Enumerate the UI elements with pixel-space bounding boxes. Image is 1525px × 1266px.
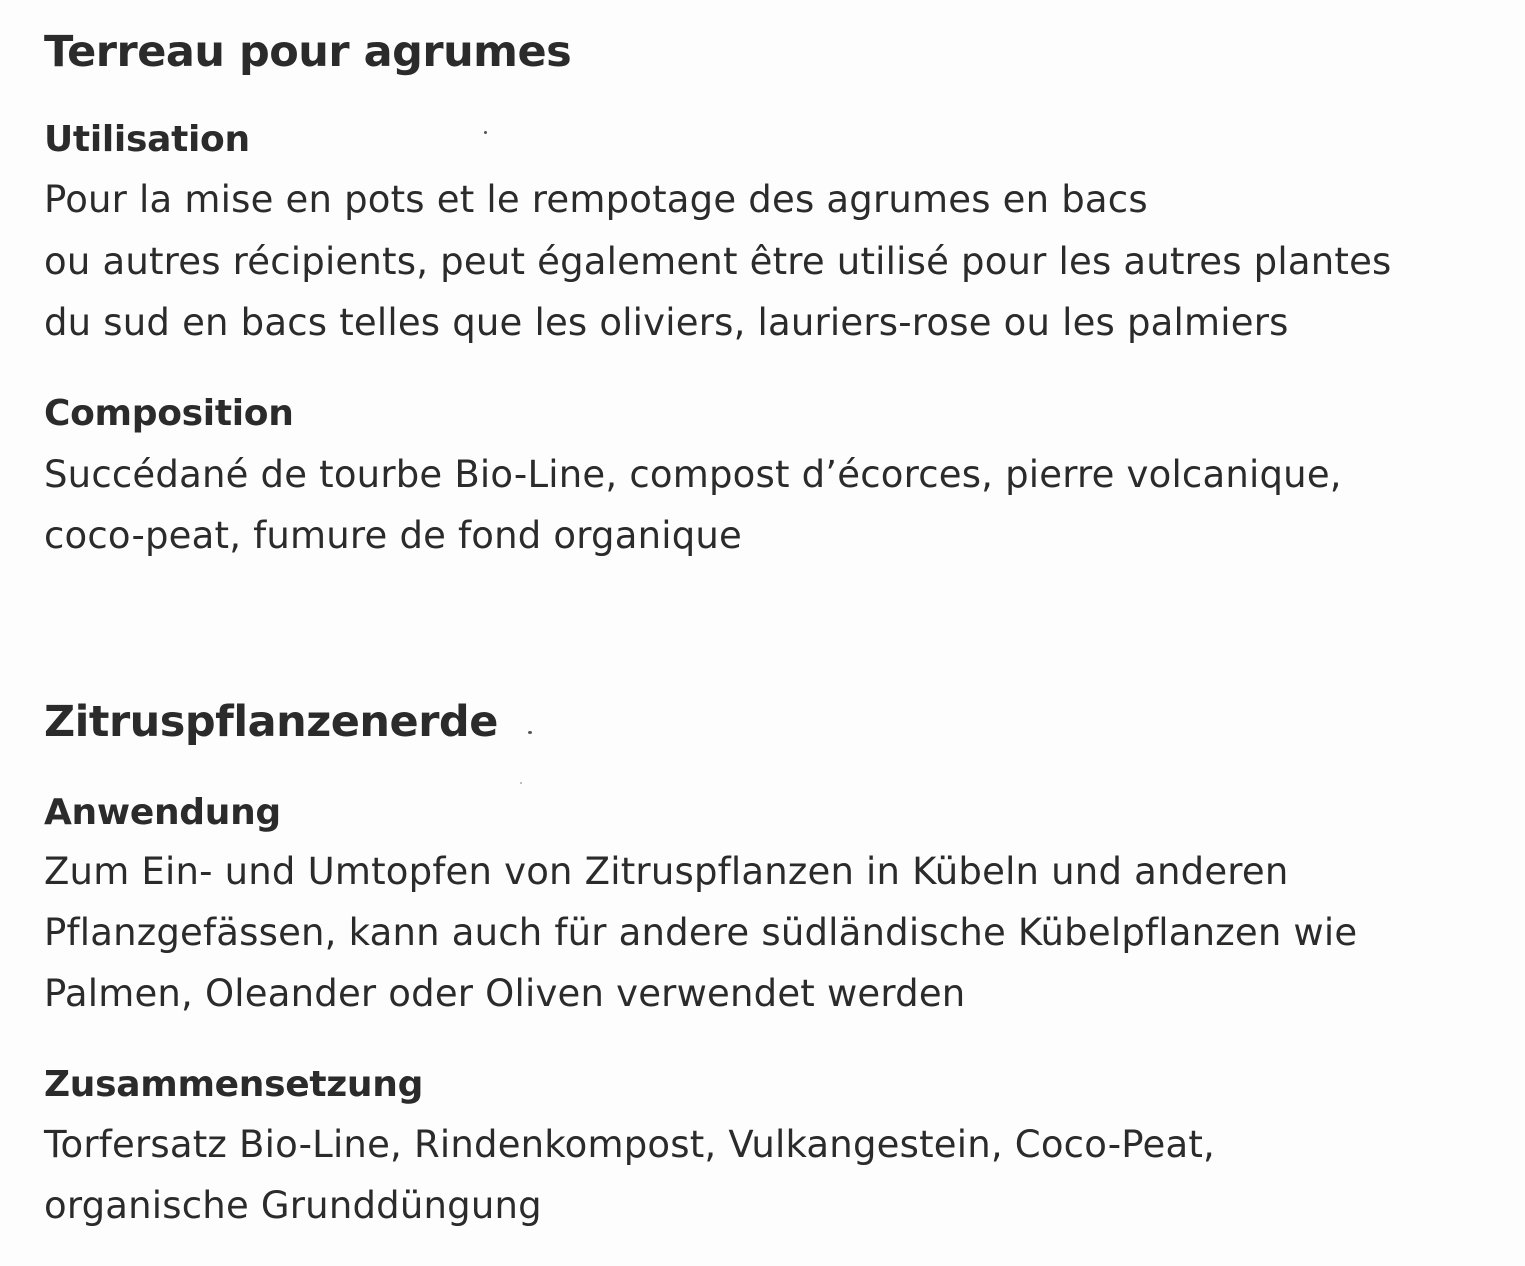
french-usage-line: Pour la mise en pots et le rempotage des agrumes en bacs (44, 178, 1148, 221)
french-usage-line: ou autres récipients, peut également être utilisé pour les autres plantes (44, 240, 1392, 283)
german-composition-line: Torfersatz Bio-Line, Rindenkompost, Vulkangestein, Coco-Peat, (44, 1123, 1215, 1166)
german-usage-line: Zum Ein- und Umtopfen von Zitruspflanzen in Kübeln und anderen (44, 850, 1289, 893)
french-composition-line: Succédané de tourbe Bio-Line, compost d’écorces, pierre volcanique, (44, 453, 1342, 496)
german-usage-heading: Anwendung (44, 792, 281, 833)
german-title: Zitruspflanzenerde (44, 697, 498, 747)
french-usage-heading: Utilisation (44, 119, 250, 160)
french-title: Terreau pour agrumes (44, 27, 572, 77)
german-composition-line: organische Grunddüngung (44, 1184, 542, 1227)
french-usage-line: du sud en bacs telles que les oliviers, lauriers-rose ou les palmiers (44, 301, 1289, 344)
french-composition-heading: Composition (44, 393, 294, 434)
scan-speck (528, 731, 532, 734)
scan-speck (484, 131, 487, 134)
german-usage-line: Pflanzgefässen, kann auch für andere südländische Kübelpflanzen wie (44, 911, 1358, 954)
scan-speck (520, 782, 522, 784)
french-composition-line: coco-peat, fumure de fond organique (44, 514, 743, 557)
german-composition-heading: Zusammensetzung (44, 1064, 424, 1105)
german-usage-line: Palmen, Oleander oder Oliven verwendet werden (44, 972, 966, 1015)
